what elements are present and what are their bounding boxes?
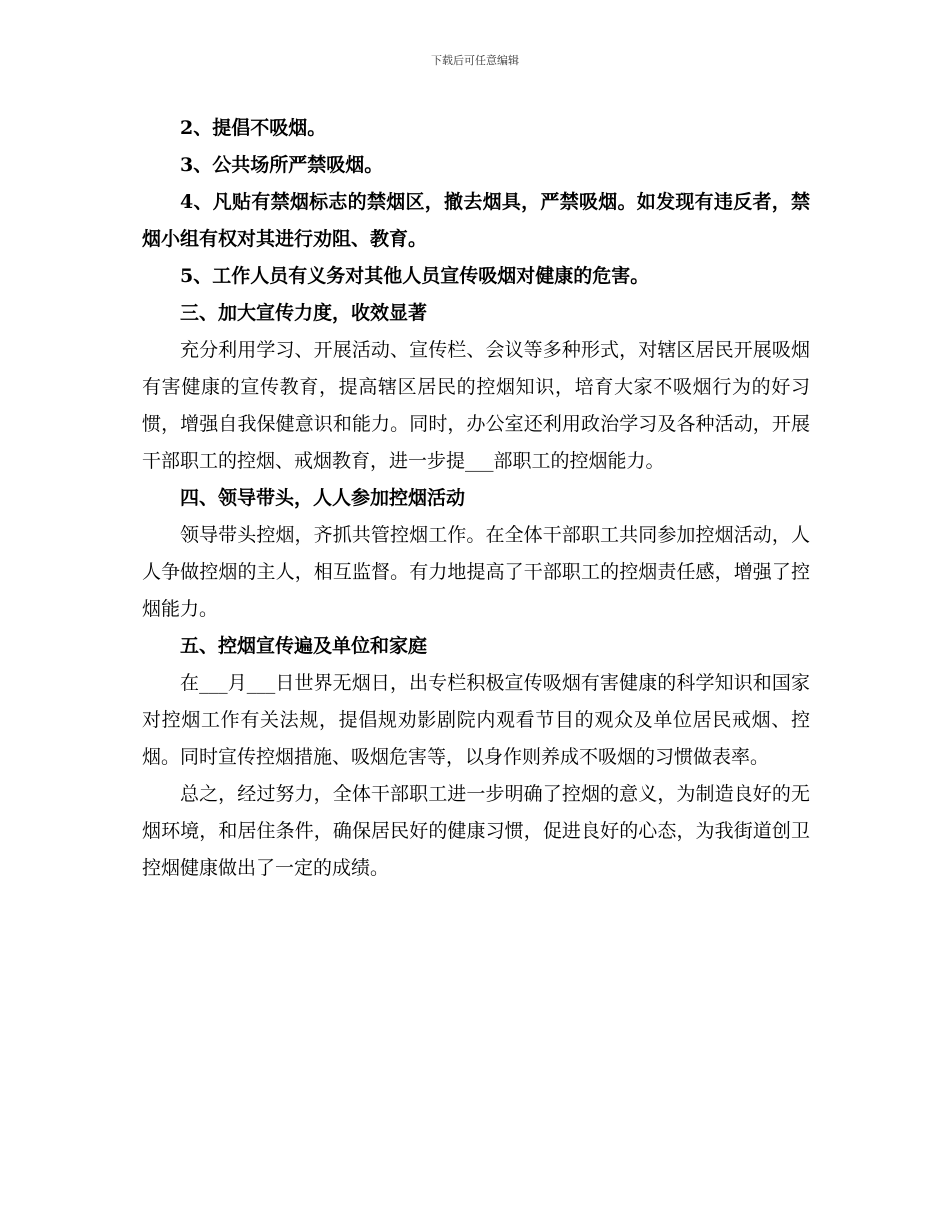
section-body-4: 领导带头控烟，齐抓共管控烟工作。在全体干部职工共同参加控烟活动，人人争做控烟的主人，相互监督。有力地提高了干部职工的控烟责任感，增强了控烟能力。 xyxy=(142,524,810,620)
document-body xyxy=(142,110,810,887)
page-header: 下载后可任意编辑 xyxy=(431,54,519,67)
conclusion-paragraph: 总之，经过努力，全体干部职工进一步明确了控烟的意义，为制造良好的无烟环境，和居住条件，确保居民好的健康习惯，促进良好的心态，为我街道创卫控烟健康做出了一定的成绩。 xyxy=(142,783,810,879)
list-item-2: 2、提倡不吸烟。 xyxy=(180,117,327,139)
section-heading-4: 四、领导带头，人人参加控烟活动 xyxy=(180,487,466,509)
section-heading-3: 三、加大宣传力度，收效显著 xyxy=(180,302,428,324)
section-body-3: 充分利用学习、开展活动、宣传栏、会议等多种形式，对辖区居民开展吸烟有害健康的宣传教育，提高辖区居民的控烟知识，培育大家不吸烟行为的好习惯，增强自我保健意识和能力。同时，办公室还利用政治学习及各种活动，开展干部职工的控烟、戒烟教育，进一步提___部职工的控烟能力。 xyxy=(142,339,810,472)
list-item-5: 5、工作人员有义务对其他人员宣传吸烟对健康的危害。 xyxy=(180,265,650,287)
section-heading-5: 五、控烟宣传遍及单位和家庭 xyxy=(180,635,428,657)
list-item-3: 3、公共场所严禁吸烟。 xyxy=(180,154,384,176)
list-item-4: 4、凡贴有禁烟标志的禁烟区，撤去烟具，严禁吸烟。如发现有违反者，禁烟小组有权对其进行劝阻、教育。 xyxy=(142,191,810,250)
section-body-5: 在___月___日世界无烟日，出专栏积极宣传吸烟有害健康的科学知识和国家对控烟工作有关法规，提倡规劝影剧院内观看节目的观众及单位居民戒烟、控烟。同时宣传控烟措施、吸烟危害等，以身作则养成不吸烟的习惯做表率。 xyxy=(142,672,810,768)
